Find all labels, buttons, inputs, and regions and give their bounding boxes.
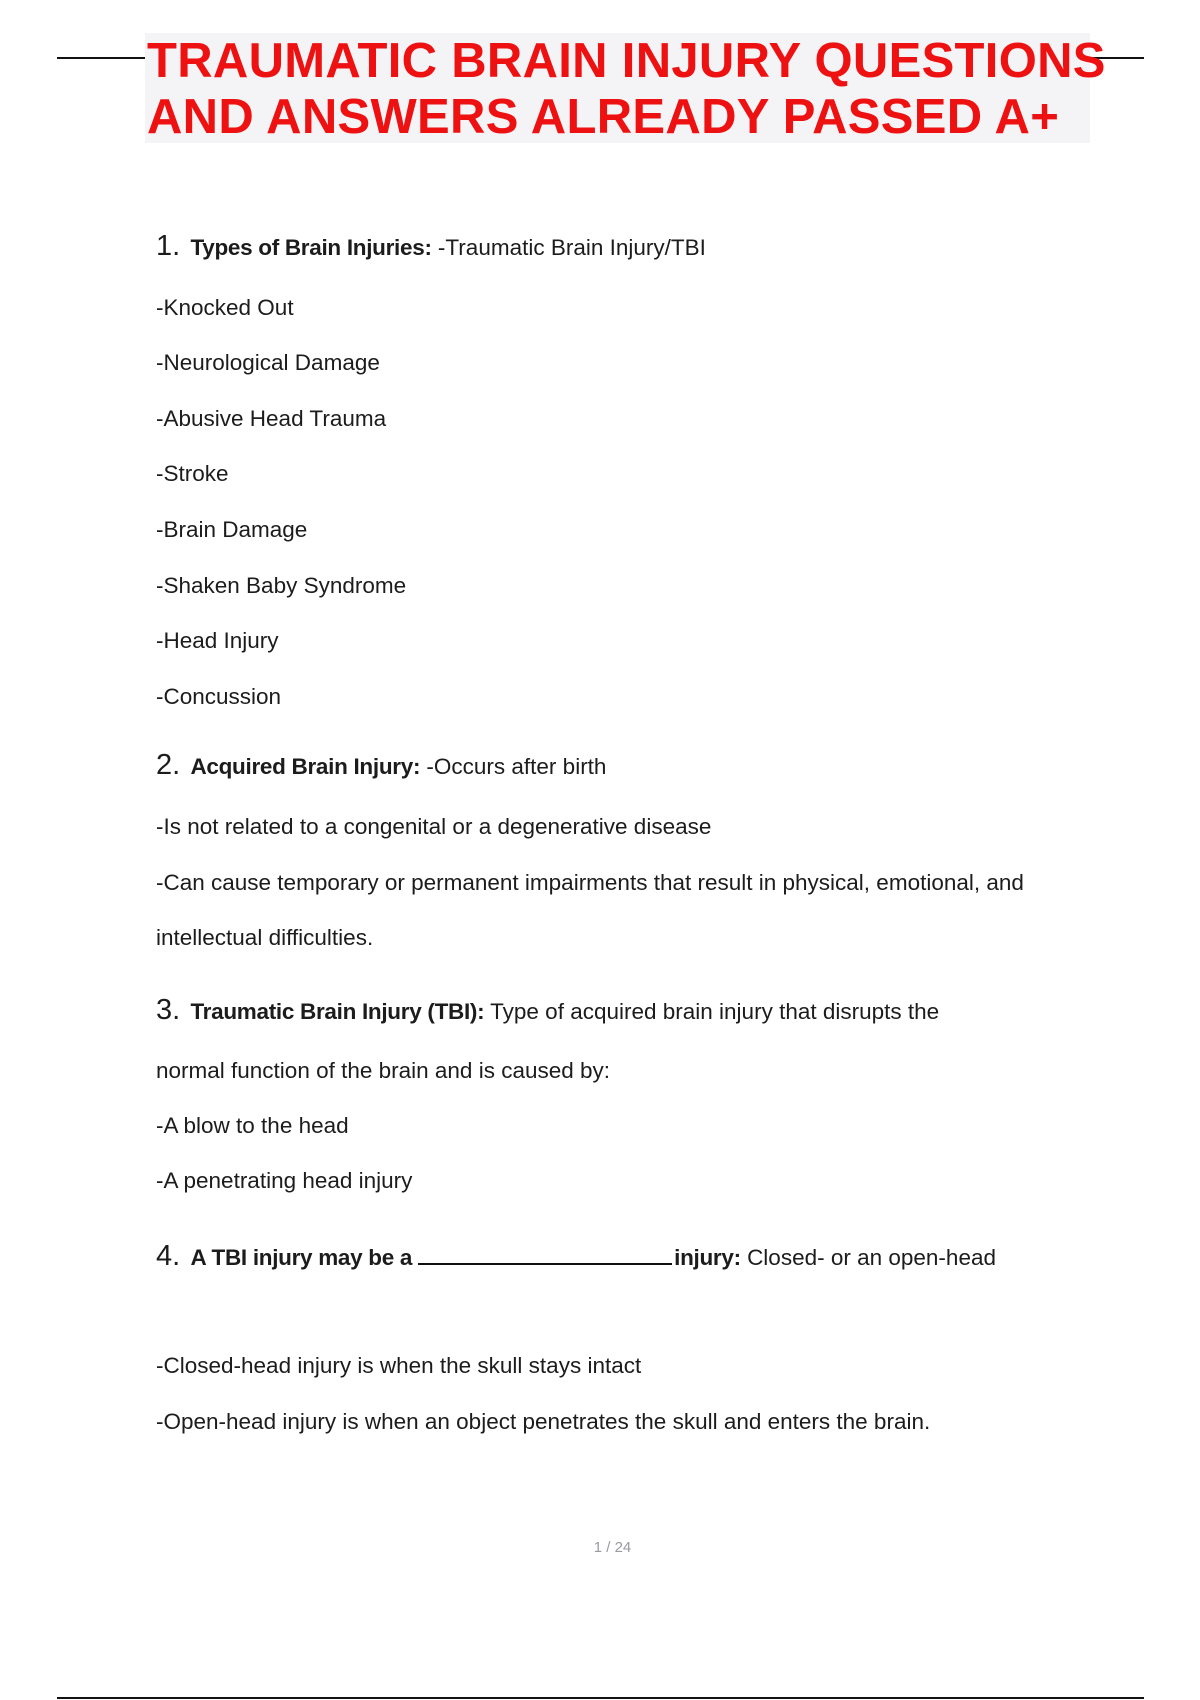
answer-text: -Traumatic Brain Injury/TBI	[437, 235, 706, 260]
question-number: 4.	[156, 1240, 181, 1272]
page-indicator: 1 / 24	[593, 1539, 632, 1556]
question-term: Acquired Brain Injury:	[190, 754, 421, 779]
answer-line: -Head Injury	[156, 628, 279, 653]
answer-line: -A penetrating head injury	[156, 1168, 413, 1193]
answer-line: normal function of the brain and is caused by:	[156, 1058, 611, 1083]
question-3	[156, 994, 939, 1027]
question-term: Types of Brain Injuries:	[190, 235, 432, 260]
question-1	[156, 230, 706, 263]
answer-line: -Neurological Damage	[156, 350, 380, 375]
answer-text: -Occurs after birth	[426, 754, 607, 779]
document-title-line-2: AND ANSWERS ALREADY PASSED A+	[147, 90, 1060, 144]
answer-line: -Knocked Out	[156, 295, 294, 320]
answer-line: -Closed-head injury is when the skull stays intact	[156, 1353, 642, 1378]
fill-in-blank	[418, 1245, 672, 1265]
answer-line: -A blow to the head	[156, 1113, 349, 1138]
answer-line: -Concussion	[156, 684, 282, 709]
answer-text: Closed- or an open-head	[747, 1245, 996, 1270]
document-title-line-1: TRAUMATIC BRAIN INJURY QUESTIONS	[147, 34, 1106, 88]
answer-line: -Brain Damage	[156, 517, 308, 542]
question-4	[156, 1240, 996, 1273]
question-number: 2.	[156, 749, 181, 781]
answer-text: Type of acquired brain injury that disrupts the	[490, 999, 940, 1024]
header-rule-left	[57, 57, 145, 59]
answer-line: -Is not related to a congenital or a degenerative disease	[156, 814, 712, 839]
answer-line: -Shaken Baby Syndrome	[156, 573, 407, 598]
question-number: 1.	[156, 230, 181, 262]
question-number: 3.	[156, 994, 181, 1026]
answer-line: intellectual difficulties.	[156, 925, 374, 950]
question-term: A TBI injury may be a	[190, 1245, 413, 1270]
footer-rule	[57, 1697, 1144, 1699]
question-term: Traumatic Brain Injury (TBI):	[190, 999, 485, 1024]
answer-line: -Open-head injury is when an object penetrates the skull and enters the brain.	[156, 1409, 931, 1434]
answer-line: -Can cause temporary or permanent impairments that result in physical, emotional, and	[156, 870, 1024, 895]
answer-line: -Abusive Head Trauma	[156, 406, 387, 431]
question-2	[156, 749, 606, 782]
answer-line: -Stroke	[156, 461, 229, 486]
question-term-suffix: injury:	[674, 1245, 741, 1270]
